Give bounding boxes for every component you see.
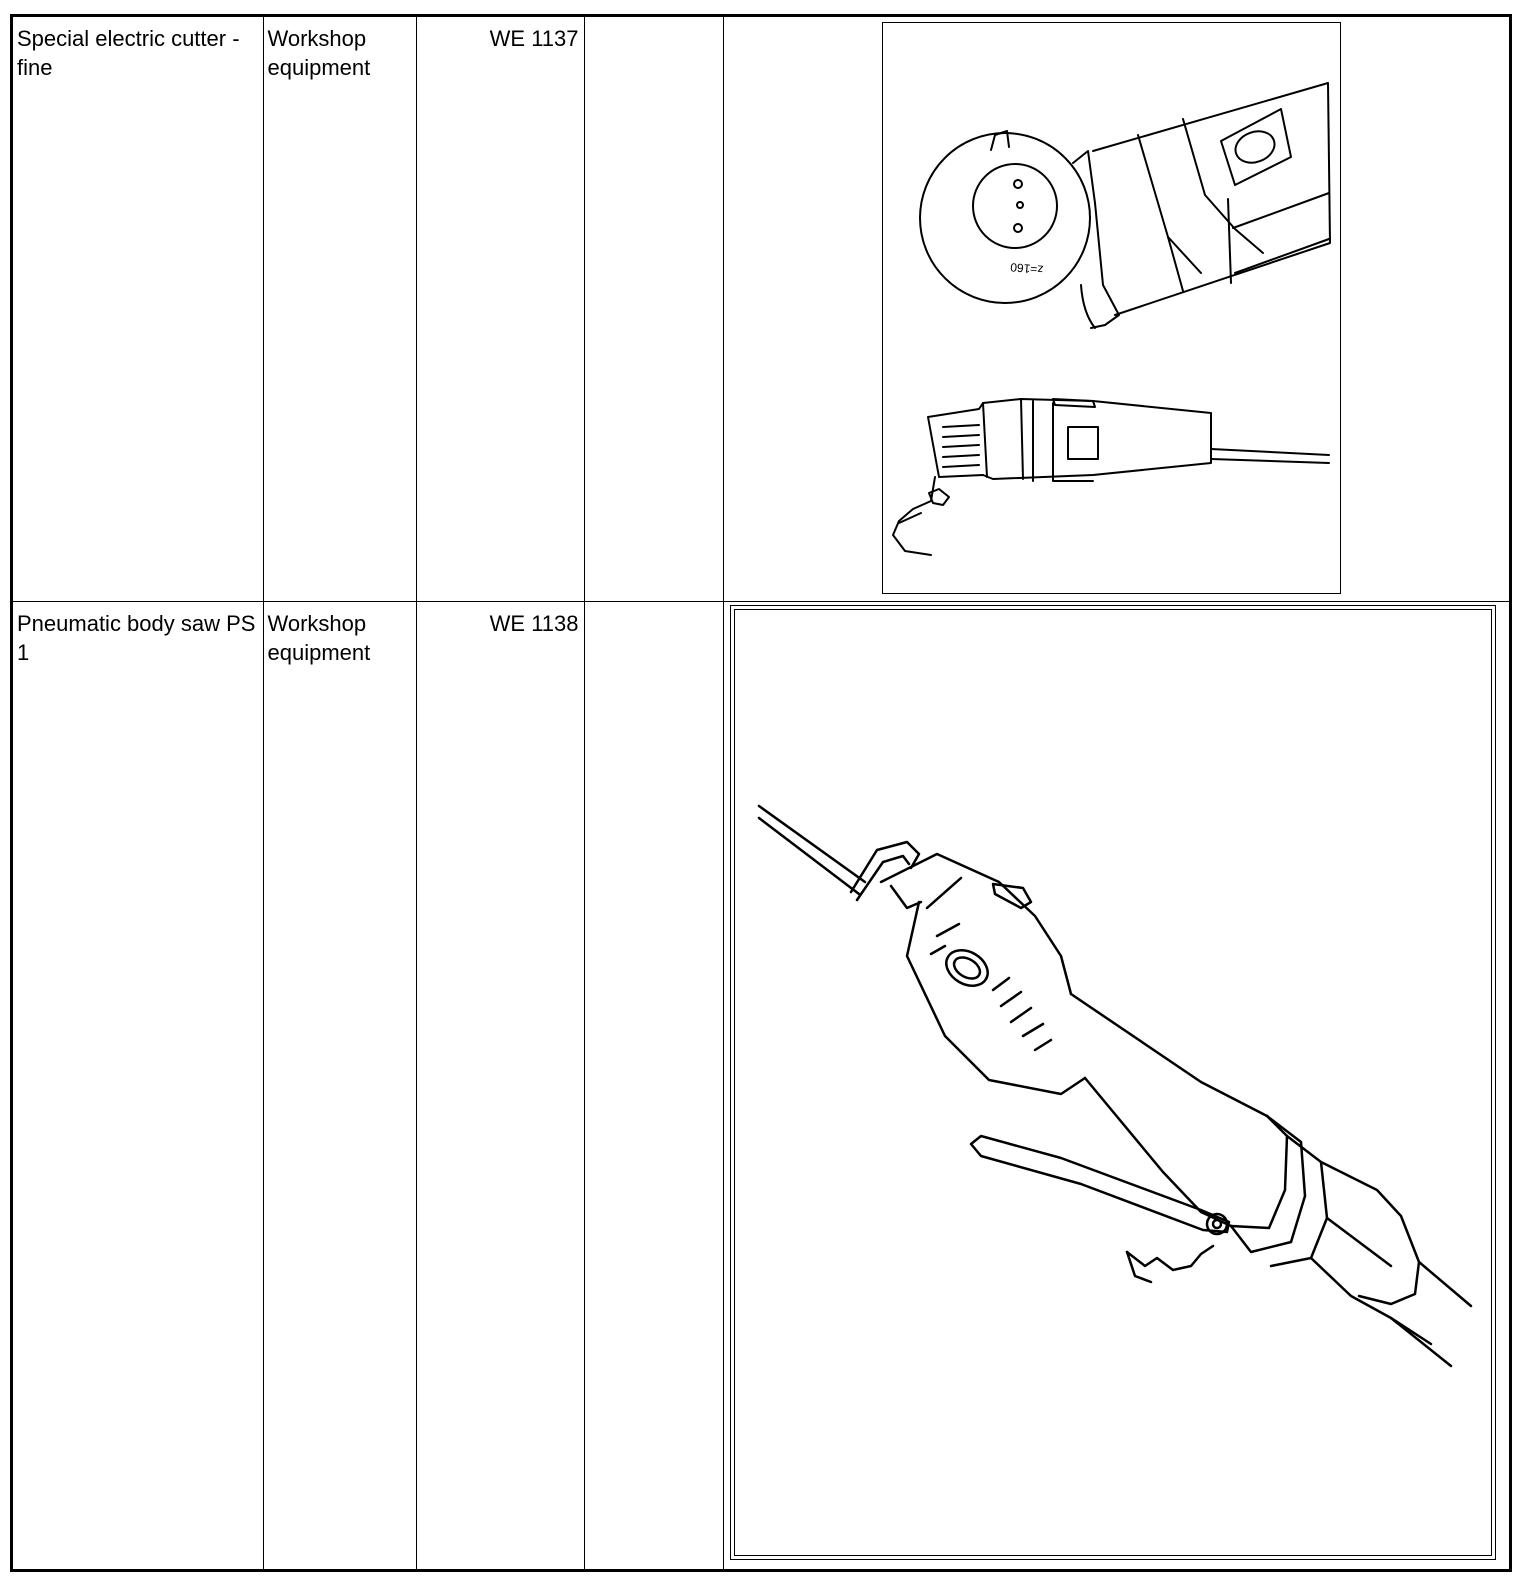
equipment-table xyxy=(13,17,1509,1569)
table-row xyxy=(13,601,1509,1569)
tool-remark xyxy=(585,17,723,24)
remark-cell xyxy=(584,601,723,1569)
remark-cell xyxy=(584,17,723,601)
tool-designation: Pneumatic body saw PS 1 xyxy=(17,610,256,665)
tool-remark xyxy=(585,602,723,609)
illustration-cell xyxy=(723,17,1509,601)
body-saw-illustration xyxy=(730,605,1496,1560)
tool-number: WE 1138 xyxy=(489,610,579,636)
tool-category: Workshop equipment xyxy=(267,610,371,665)
equipment-sheet xyxy=(10,14,1512,1572)
number-cell xyxy=(416,601,584,1569)
category-cell xyxy=(263,17,416,601)
electric-cutter-drawing xyxy=(883,23,1340,593)
category-cell xyxy=(263,601,416,1569)
designation-cell xyxy=(13,17,263,601)
tool-number: WE 1137 xyxy=(489,26,579,51)
table-row xyxy=(13,17,1509,601)
illustration-cell xyxy=(723,601,1509,1569)
number-cell xyxy=(416,17,584,601)
blade-marking: z=160 xyxy=(1009,260,1044,277)
electric-cutter-illustration xyxy=(882,22,1341,594)
designation-cell xyxy=(13,601,263,1569)
body-saw-drawing xyxy=(731,606,1495,1559)
tool-designation: Special electric cutter - fine xyxy=(17,26,240,80)
tool-category: Workshop equipment xyxy=(267,26,371,80)
